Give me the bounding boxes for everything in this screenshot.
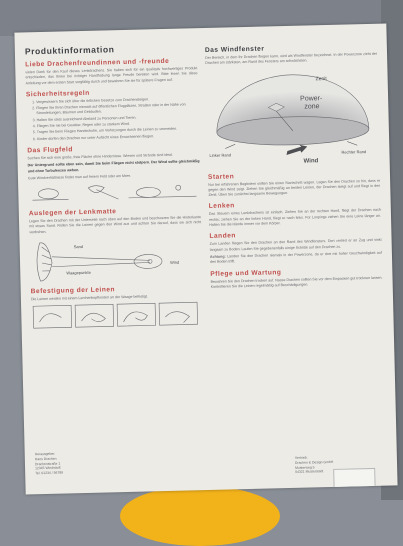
label-wind: Wind: [303, 157, 319, 165]
kite-ribs: [42, 247, 52, 271]
footer-line: Vertrieb:: [294, 455, 308, 460]
label-zenith: Zenit: [315, 75, 327, 82]
safety-item: 5. Tragen Sie beim Fliegen Handschuhe, um Verletzungen durch die Leinen zu vermeiden.: [37, 127, 199, 136]
footer-line: Hans Drachen: [34, 456, 57, 462]
footer-line: 54321 Musterstadt: [295, 469, 324, 475]
kite-on-ground: [37, 243, 53, 282]
care-heading: Pflege und Wartung: [210, 268, 282, 278]
footer-line: Drachen & Design GmbH: [294, 459, 334, 465]
flight-bold-text: Der Untergrund sollte eben sein, damit Sie beim Fliegen nicht stolpern. Der Wind sollte gleichmäßig und ohne Turbulenzen wehen.: [27, 159, 200, 173]
ground-line-2: [128, 196, 196, 198]
start-heading: Starten: [207, 172, 235, 181]
right-column: [205, 38, 383, 292]
knot-loop-1: [39, 314, 61, 323]
safety-heading: Sicherheitsregeln: [25, 89, 90, 99]
knot-panel-2: [75, 305, 114, 328]
label-sand: Sand: [73, 244, 84, 250]
safety-item: 2. Fliegen Sie Ihren Drachen niemals auf öffentlichen Flugplätzen, Straßen oder in der Nähe von Stromleitungen, Bäumen und Gebäuden.: [36, 102, 198, 117]
safety-item: 6. Kinder dürfen den Drachen nur unter Aufsicht eines Erwachsenen fliegen.: [37, 133, 199, 142]
wind-window-diagram: [205, 64, 379, 168]
flight-field-figure: [28, 179, 200, 205]
label-zone: zone: [304, 102, 320, 111]
footer-line: Drachenstraße 1: [34, 461, 61, 466]
land-warning: [210, 251, 382, 266]
window-heading: Das Windfenster: [204, 45, 265, 54]
knot-loop-2: [81, 313, 105, 322]
land-warning-label: Achtung:: [209, 254, 226, 259]
footer-line: Tel. 01234 / 56789: [35, 470, 64, 476]
safety-item: 3. Halten Sie stets ausreichend Abstand zu Personen und Tieren.: [37, 114, 199, 123]
label-edge-left: Linker Rand: [209, 151, 232, 158]
left-column: [25, 42, 204, 330]
label-wind-left: Wind: [170, 259, 180, 265]
flight-text-2: Gute Windverhältnisse findet man auf freiem Feld oder am Meer.: [27, 173, 132, 181]
line-sketch-1: [96, 189, 118, 200]
steer-text: Das Steuern eines Lenkdrachens ist einfach. Ziehen Sie an der rechten Hand, fliegt der Drachen nach rechts; ziehen Sie an der linken Hand, fliegt er nach links. Für Loopings ziehen Sie eine Leine länger an. Halten Sie die Hände immer vor dem Körper.: [208, 208, 382, 227]
knot-panel-4: [159, 303, 198, 326]
person-sketch: [176, 185, 181, 190]
safety-list: [26, 96, 199, 142]
knot-panel-3: [117, 304, 156, 327]
layout-text: Legen Sie den Drachen mit der Unterseite nach oben auf den Boden und beschweren Sie die Hinterkante mit etwas Sand. Rollen Sie die Leinen gegen den Wind aus und achten Sie darauf, dass sie sich nicht verdrehen.: [28, 215, 202, 235]
field-sketch-2: [136, 187, 160, 198]
label-lines: Waagepunkte: [66, 269, 91, 276]
start-text: Nur bei erfahrenen Begleitern sollten Sie einen Startschritt wagen. Legen Sie den Drachen so hin, dass er gegen den Wind zeigt. Ziehen Sie gleichmäßig an beiden Leinen, der Drachen steigt auf und fliegt in den Zenit. Üben Sie zunächst langsame Bewegungen.: [208, 178, 381, 198]
flight-text: Suchen Sie sich eine große, freie Fläche ohne Hindernisse. Wiesen und Strände sind ideal.: [27, 152, 173, 161]
knot-figure: [31, 300, 204, 330]
land-warning-text: Landen Sie den Drachen niemals in der Powerzone, da er dort mit hoher Geschwindigkeit auf den Boden trifft.: [210, 250, 382, 265]
footer-publisher: [35, 450, 146, 477]
instruction-sheet: [14, 24, 397, 495]
intro-text: vielen Dank für den Kauf dieses Lenkdrachens. Sie haben sich für ein qualitativ hochwertiges Produkt entschieden, das Ihnen bei richtiger Handhabung lange Freude bereiten wird. Bitte lesen Sie diese Anleitung vor dem ersten Start sorgfältig durch und bewahren Sie sie für spätere Fragen auf.: [25, 66, 198, 85]
ground-line: [33, 199, 69, 200]
page-title: Produktinformation: [24, 44, 115, 57]
care-text: Bewahren Sie den Drachen trocken auf. Nasse Drachen sollten Sie vor dem Einpacken gut trocknen lassen. Kontrollieren Sie die Leinen regelmäßig auf Beschädigungen.: [210, 275, 383, 289]
attach-text: Die Leinen werden mit einem Lerchenkopfknoten an der Waage befestigt.: [30, 294, 149, 302]
label-edge-right: Rechter Rand: [341, 148, 367, 155]
land-text: Zum Landen fliegen Sie den Drachen an den Rand des Windfensters. Dort verliert er an Zug und sinkt langsam zu Boden. Laufen Sie gegebenenfalls einige Schritte auf den Drachen zu.: [209, 238, 382, 252]
wind-arrow-icon: [286, 144, 307, 155]
attach-heading: Befestigung der Leinen: [30, 286, 116, 296]
layout-figure: [29, 233, 202, 283]
knot-panel-1: [33, 306, 72, 329]
label-power: Power-: [300, 94, 323, 103]
knot-loop-3: [123, 312, 147, 322]
footer-line: 12345 Windstadt: [35, 466, 61, 471]
footer-line: Musterweg 5: [295, 465, 315, 470]
footer-line: Herausgeber:: [34, 451, 56, 457]
steer-heading: Lenken: [208, 202, 235, 211]
intro-heading: Liebe Drachenfreundinnen und -freunde: [25, 57, 170, 69]
handle-sketch: [148, 259, 152, 263]
field-sketch-1: [38, 189, 58, 199]
land-heading: Landen: [209, 232, 236, 241]
flight-heading: Das Flugfeld: [27, 146, 73, 155]
layout-heading: Auslegen der Lenkmatte: [28, 208, 117, 218]
knot-loop-4: [165, 312, 189, 324]
safety-item: 1. Vergewissern Sie sich über die örtlichen Gesetze zum Drachensteigen.: [36, 96, 198, 105]
orange-object: [120, 486, 280, 546]
window-text: Der Bereich, in dem Ihr Drachen fliegen kann, wird als Windfenster bezeichnet. In der Powerzone zieht der Drachen am stärksten, am Rand des Fensters am schwächsten.: [205, 51, 378, 66]
logo-box: [333, 468, 375, 489]
safety-item: 4. Fliegen Sie nie bei Gewitter, Regen oder zu starkem Wind.: [37, 120, 199, 129]
